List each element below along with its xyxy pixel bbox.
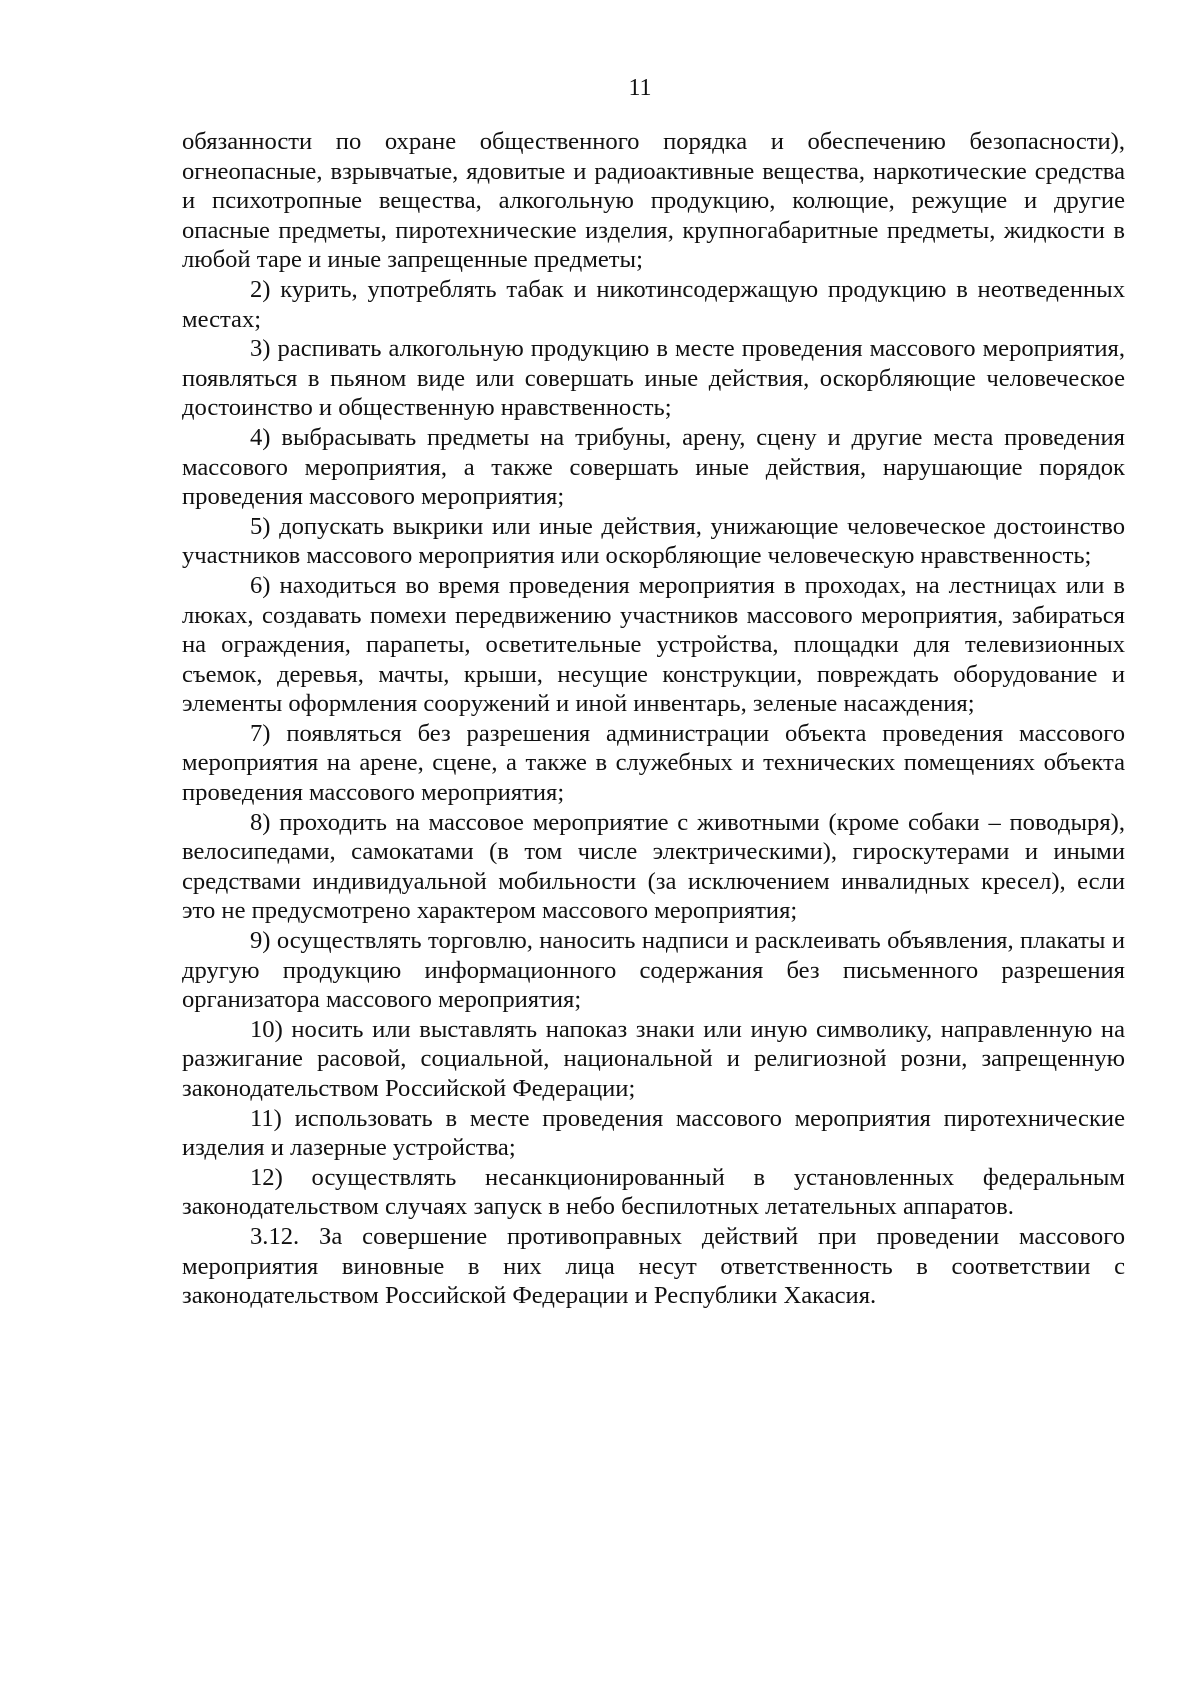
- list-item-8: 8) проходить на массовое мероприятие с животными (кроме собаки – поводыря), велосипедами, самокатами (в том числе электрическими), гироскутерами и иными средствами индивидуальной мобильности (за исключением инвалидных кресел), если это не предусмотрено характером массового мероприятия;: [182, 808, 1125, 925]
- paragraph-continuation: обязанности по охране общественного порядка и обеспечению безопасности), огнеопасные, взрывчатые, ядовитые и радиоактивные вещества, наркотические средства и психотропные вещества, алкогольную продукцию, колющие, режущие и другие опасные предметы, пиротехнические изделия, крупногабаритные предметы, жидкости в любой таре и иные запрещенные предметы;: [182, 128, 1125, 274]
- section-3-12-paragraph: 3.12. За совершение противоправных действий при проведении массового мероприятия виновные в них лица несут ответственность в соответствии с законодательством Российской Федерации и Республики Хакасия.: [182, 1222, 1125, 1310]
- list-item-5: 5) допускать выкрики или иные действия, унижающие человеческое достоинство участников массового мероприятия или оскорбляющие человеческую нравственность;: [182, 512, 1125, 570]
- list-item-3: 3) распивать алкогольную продукцию в месте проведения массового мероприятия, появляться в пьяном виде или совершать иные действия, оскорбляющие человеческое достоинство и общественную нравственность;: [182, 335, 1125, 422]
- list-item-2: 2) курить, употреблять табак и никотинсодержащую продукцию в неотведенных местах;: [182, 275, 1125, 333]
- page-number: 11: [628, 75, 652, 101]
- list-item-6: 6) находиться во время проведения мероприятия в проходах, на лестницах или в люках, создавать помехи передвижению участников массового мероприятия, забираться на ограждения, парапеты, осветительные устройства, площадки для телевизионных съемок, деревья, мачты, крыши, несущие конструкции, повреждать оборудование и элементы оформления сооружений и иной инвентарь, зеленые насаждения;: [182, 571, 1125, 718]
- list-item-9: 9) осуществлять торговлю, наносить надписи и расклеивать объявления, плакаты и другую продукцию информационного содержания без письменного разрешения организатора массового мероприятия;: [182, 927, 1125, 1014]
- list-item-7: 7) появляться без разрешения администрации объекта проведения массового мероприятия на арене, сцене, а также в служебных и технических помещениях объекта проведения массового мероприятия;: [182, 719, 1125, 807]
- list-item-4: 4) выбрасывать предметы на трибуны, арену, сцену и другие места проведения массового мероприятия, а также совершать иные действия, нарушающие порядок проведения массового мероприятия;: [182, 423, 1125, 511]
- document-body: [182, 127, 1125, 1311]
- list-item-10: 10) носить или выставлять напоказ знаки или иную символику, направленную на разжигание расовой, социальной, национальной и религиозной розни, запрещенную законодательством Российской Федерации;: [182, 1015, 1125, 1102]
- list-item-12: 12) осуществлять несанкционированный в установленных федеральным законодательством случаях запуск в небо беспилотных летательных аппаратов.: [182, 1163, 1125, 1221]
- list-item-11: 11) использовать в месте проведения массового мероприятия пиротехнические изделия и лазерные устройства;: [182, 1104, 1125, 1162]
